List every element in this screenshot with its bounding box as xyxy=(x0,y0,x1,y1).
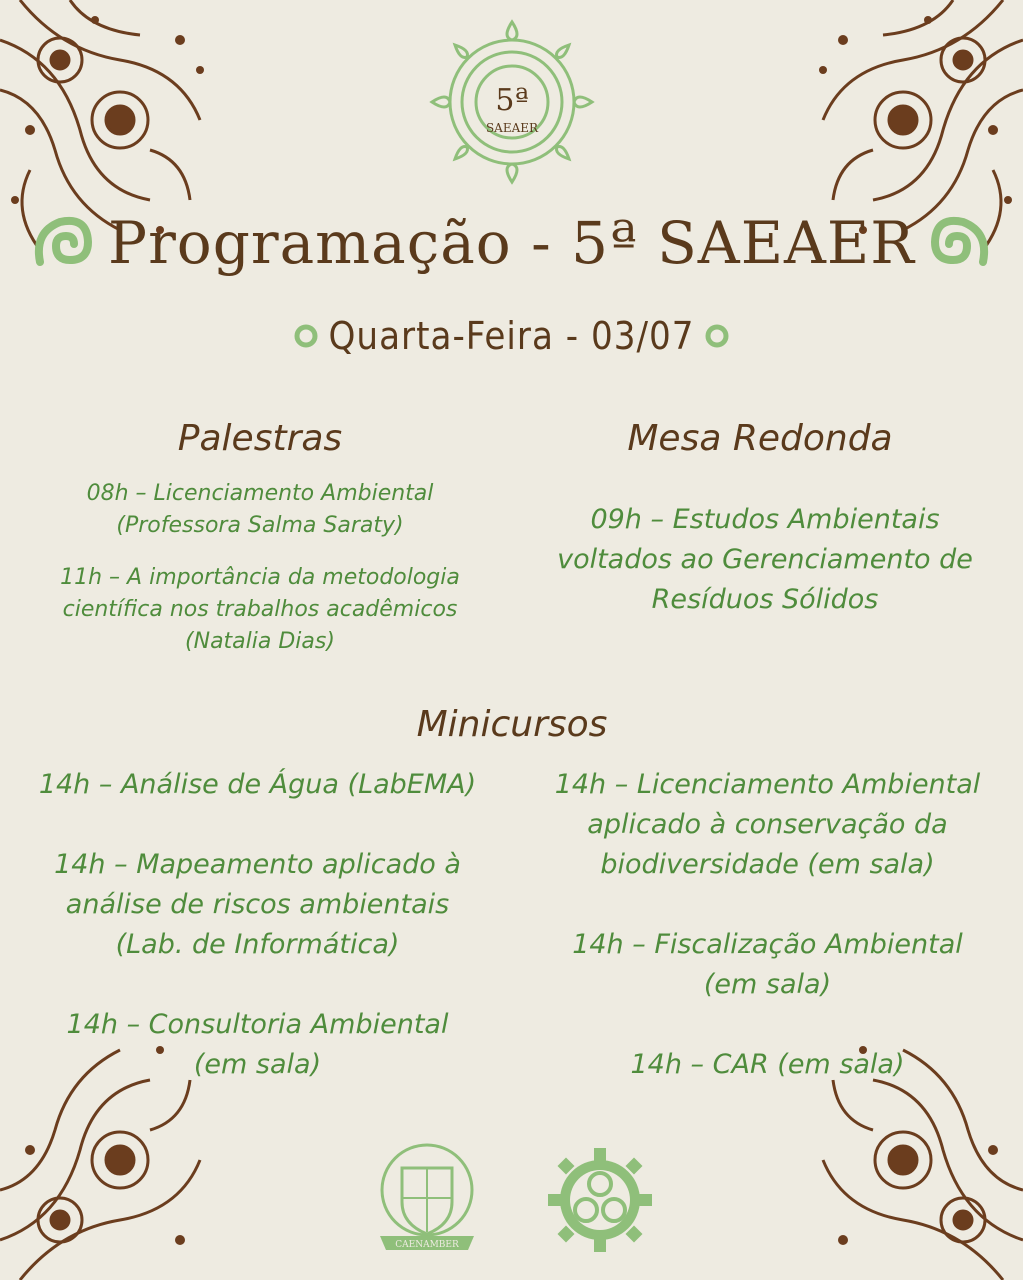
subtitle-row xyxy=(0,308,1023,364)
title-row xyxy=(0,198,1023,288)
caenamber-banner-text: CAENAMBER xyxy=(395,1240,459,1250)
palestra-item: 08h – Licenciamento Ambiental (Professora Salma Saraty) xyxy=(86,481,434,538)
palestra-item: 11h – A importância da metodologia científica nos trabalhos acadêmicos (Natalia Dias) xyxy=(60,565,460,654)
palestras-heading: Palestras xyxy=(177,418,343,459)
swirl-icon xyxy=(929,212,991,274)
minicursos-heading: Minicursos xyxy=(416,704,608,745)
saeaer-mandala-logo xyxy=(422,12,602,192)
circle-dot-icon xyxy=(293,323,319,349)
page-subtitle: Quarta-Feira - 03/07 xyxy=(328,314,695,358)
page-title: Programação - 5ª SAEAER xyxy=(108,209,915,277)
minicurso-item: 14h – Mapeamento aplicado à análise de riscos ambientais (Lab. de Informática) xyxy=(54,849,461,960)
minicurso-item: 14h – Licenciamento Ambiental aplicado à conservação da biodiversidade (em sala) xyxy=(554,769,981,880)
minicurso-item: 14h – Fiscalização Ambiental (em sala) xyxy=(572,929,963,1000)
logo-number-text: 5ª xyxy=(495,83,529,118)
gear-logo xyxy=(546,1146,654,1254)
mesa-redonda-item: 09h – Estudos Ambientais voltados ao Gerenciamento de Resíduos Sólidos xyxy=(557,504,973,615)
mesa-redonda-heading: Mesa Redonda xyxy=(627,418,893,459)
minicurso-item: 14h – CAR (em sala) xyxy=(630,1049,905,1080)
minicurso-item: 14h – Consultoria Ambiental (em sala) xyxy=(66,1009,449,1080)
swirl-icon xyxy=(32,212,94,274)
minicurso-item: 14h – Análise de Água (LabEMA) xyxy=(38,769,477,800)
caenamber-shield-logo xyxy=(372,1140,482,1260)
logo-name-text: SAEAER xyxy=(485,121,539,135)
circle-dot-icon xyxy=(704,323,730,349)
